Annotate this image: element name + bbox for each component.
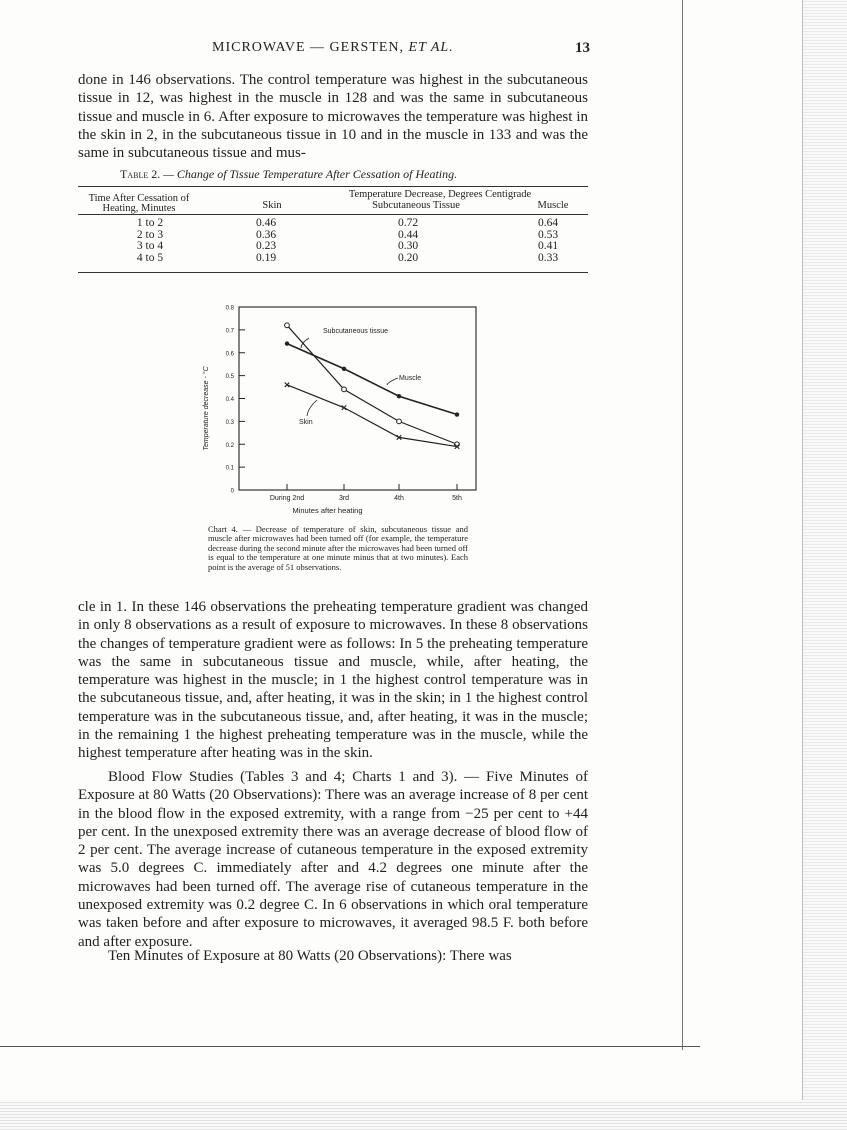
series-line bbox=[287, 385, 457, 447]
point-muscle bbox=[397, 394, 401, 398]
point-subcutaneous bbox=[342, 387, 347, 392]
paragraph-4: Ten Minutes of Exposure at 80 Watts (20 Observations): There was bbox=[108, 948, 512, 964]
legend-leader-line bbox=[387, 378, 398, 385]
running-head-etal: ET AL. bbox=[408, 40, 454, 55]
y-tick-label: 0.5 bbox=[225, 374, 234, 381]
series-label: Skin bbox=[299, 419, 313, 426]
y-tick-label: 0.2 bbox=[225, 442, 234, 449]
table-cell-skin: 0.19 bbox=[256, 251, 277, 264]
table-cell-skin: 0.46 bbox=[256, 217, 277, 229]
chart-svg bbox=[195, 290, 495, 520]
table-cell-time: 1 to 2 bbox=[136, 217, 164, 229]
x-tick-label: 3rd bbox=[338, 495, 350, 502]
running-head bbox=[212, 40, 454, 56]
legend-leader-line bbox=[307, 400, 317, 416]
table-cell-time: 2 to 3 bbox=[136, 228, 164, 241]
table-group-header: Temperature Decrease, Degrees Centigrade bbox=[348, 189, 532, 200]
y-tick-label: 0.6 bbox=[225, 351, 234, 358]
table-cell-muscle: 0.53 bbox=[538, 228, 559, 241]
table-cell-subcutaneous: 0.44 bbox=[398, 228, 419, 241]
table-cell-time: 4 to 5 bbox=[136, 251, 164, 264]
table-title bbox=[120, 167, 457, 182]
point-subcutaneous bbox=[397, 419, 402, 424]
y-axis-label: Temperature decrease - °C bbox=[203, 366, 210, 451]
y-tick-label: 0.4 bbox=[225, 397, 234, 403]
x-axis-label: Minutes after heating bbox=[292, 506, 363, 515]
point-muscle bbox=[342, 367, 346, 371]
table-cell-skin: 0.36 bbox=[256, 228, 277, 241]
binding-line bbox=[682, 0, 683, 1050]
x-tick-label: 4th bbox=[394, 495, 404, 502]
paragraph-1: done in 146 observations. The control temperature was highest in the subcutaneous tissue in 12, was highest in the muscle in 128 and was the same in subcutaneous tissue and muscle in 6. After exposure to microwaves the temperature was highest in the skin in 2, in the subcutaneous tissue in 10 and in the muscle in 133 and was the same in subcutaneous tissue and mus- bbox=[78, 72, 588, 162]
y-tick-label: 0.8 bbox=[225, 305, 234, 312]
point-muscle bbox=[285, 341, 289, 345]
table-cell-subcutaneous: 0.30 bbox=[398, 240, 419, 253]
table-cell-skin: 0.23 bbox=[256, 240, 277, 253]
x-tick-label: 5th bbox=[452, 495, 462, 502]
table-header-subcutaneous: Subcutaneous Tissue bbox=[372, 200, 460, 211]
series-line bbox=[287, 344, 457, 415]
table-cell-muscle: 0.41 bbox=[538, 240, 559, 253]
point-muscle bbox=[455, 412, 459, 416]
y-tick-label: 0.3 bbox=[225, 419, 234, 426]
x-tick-label: During 2nd bbox=[269, 495, 305, 502]
series-line bbox=[287, 325, 457, 444]
table-label: Table 2. bbox=[120, 167, 161, 181]
table-bottom-rule bbox=[78, 272, 588, 273]
page-number: 13 bbox=[575, 40, 590, 56]
paragraph-3: Blood Flow Studies (Tables 3 and 4; Charts 1 and 3). — Five Minutes of Exposure at 80 Watts (20 Observations): There was an average increase of 8 per cent in the blood flow in the exposed extremity, with a range from −25 per cent to +44 per cent. In the unexposed extremity there was an average decrease of blood flow of 2 per cent. The average increase of cutaneous temperature in the exposed extremity was 5.0 degrees C. immediately after and 4.2 degrees one minute after the microwaves had been turned off. The average rise of cutaneous temperature in the unexposed extremity was 0.2 degree C. In 6 observations in which oral temperature was taken before and after exposure to microwaves, it averaged 98.5 F. both before and after exposure. bbox=[78, 769, 588, 950]
page-bottom-line bbox=[0, 1046, 700, 1047]
table-header-muscle: Muscle bbox=[537, 200, 569, 211]
table-cell-subcutaneous: 0.20 bbox=[398, 251, 419, 264]
point-subcutaneous bbox=[285, 323, 290, 328]
table-cell-time: 3 to 4 bbox=[136, 240, 164, 253]
table-header-skin: Skin bbox=[262, 200, 282, 211]
table-cell-subcutaneous: 0.72 bbox=[398, 217, 419, 229]
page-edge-right bbox=[802, 0, 847, 1130]
chart-4 bbox=[195, 290, 495, 520]
series-label: Subcutaneous tissue bbox=[323, 328, 388, 335]
chart-caption: Chart 4. — Decrease of temperature of skin, subcutaneous tissue and muscle after microwaves had been turned off (for example, the temperature decrease during the second minute after the microwaves had been turned off is equal to the temperature at one minute minus that at two minutes). Each point is the average of 51 observations. bbox=[208, 524, 468, 572]
paragraph-2: cle in 1. In these 146 observations the preheating temperature gradient was changed in only 8 observations as a result of exposure to microwaves. In these 8 observations the changes of temperature gradient were as follows: In 5 the preheating temperature was the same in subcutaneous tissue and muscle, while, after heating, the temperature was highest in the muscle; in 1 the highest control temperature was in the subcutaneous tissue, and, after heating, it was in the skin; in 1 the highest control temperature was in the subcutaneous tissue, and, after heating, it was in the muscle; in the remaining 1 the highest preheating temperature was in the muscle, while the highest temperature after heating was in the skin. bbox=[78, 599, 588, 762]
y-tick-label: 0.7 bbox=[225, 328, 234, 335]
table-header-rule bbox=[78, 214, 588, 215]
table-col1-header: Time After Cessation of Heating, Minutes bbox=[88, 193, 190, 214]
page-edge-bottom bbox=[0, 1100, 847, 1130]
series-label: Muscle bbox=[399, 375, 422, 382]
y-tick-label: 0.1 bbox=[225, 465, 234, 472]
running-head-text: MICROWAVE — GERSTEN, bbox=[212, 40, 405, 55]
table-top-rule bbox=[78, 186, 588, 187]
table-cell-muscle: 0.33 bbox=[538, 251, 559, 264]
table-caption: — Change of Tissue Temperature After Cessation of Heating. bbox=[163, 167, 458, 181]
table-cell-muscle: 0.64 bbox=[538, 217, 559, 229]
y-tick-label: 0 bbox=[230, 488, 234, 495]
